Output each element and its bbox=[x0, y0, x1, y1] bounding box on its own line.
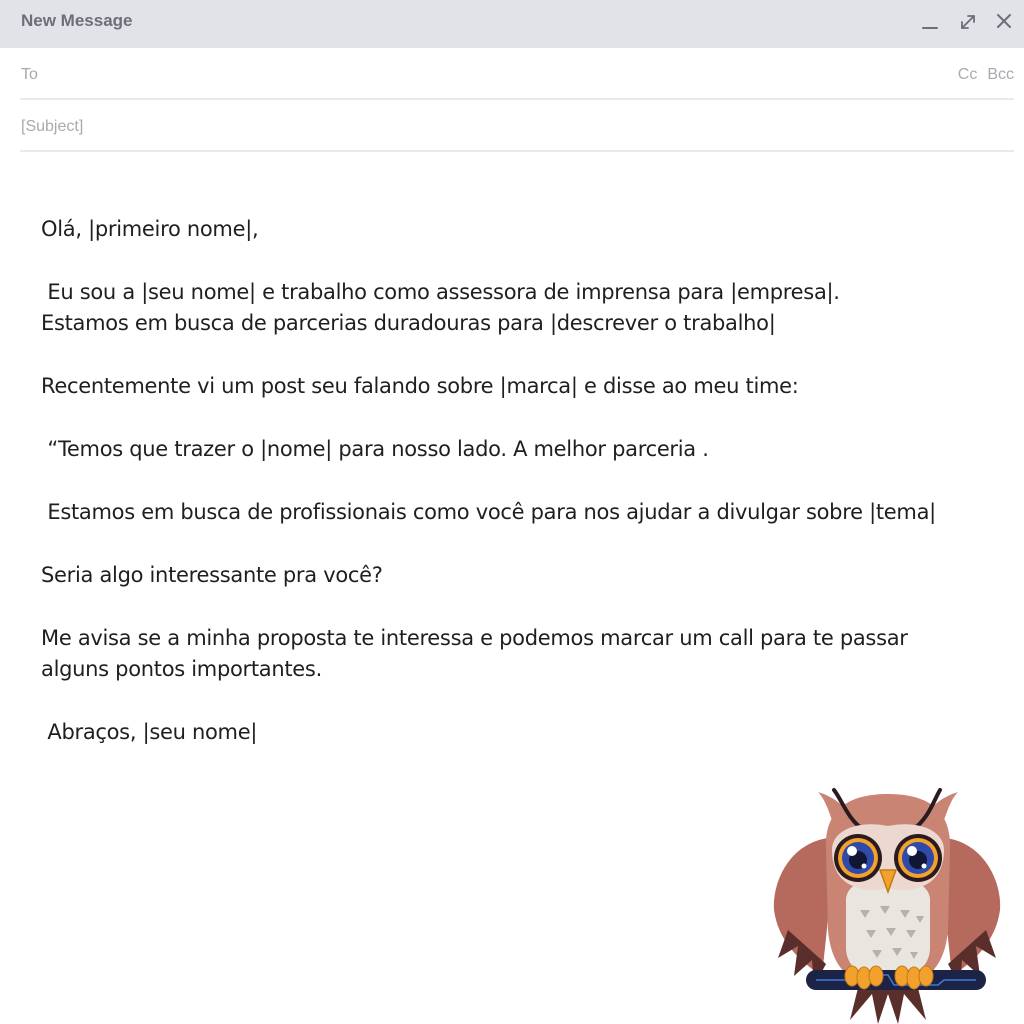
close-button[interactable] bbox=[992, 9, 1018, 35]
post-paragraph: Recentemente vi um post seu falando sobre |marca| e disse ao meu time: bbox=[41, 374, 799, 398]
minimize-button[interactable] bbox=[918, 9, 944, 35]
intro-paragraph bbox=[41, 277, 981, 339]
owl-right-eye bbox=[894, 834, 942, 882]
intro-line-1: Eu sou a |seu nome| e trabalho como assessora de imprensa para |empresa|. bbox=[41, 280, 840, 304]
close-icon bbox=[992, 9, 1018, 35]
intro-line-2: Estamos em busca de parcerias duradouras para |descrever o trabalho| bbox=[41, 311, 776, 335]
call-paragraph bbox=[41, 623, 981, 685]
call-line-2: alguns pontos importantes. bbox=[41, 657, 322, 681]
to-input[interactable] bbox=[60, 60, 924, 90]
to-label: To bbox=[21, 66, 38, 83]
bcc-link[interactable]: Bcc bbox=[987, 66, 1014, 83]
signoff: Abraços, |seu nome| bbox=[41, 720, 258, 744]
question-paragraph: Seria algo interessante pra você? bbox=[41, 563, 383, 587]
greeting: Olá, |primeiro nome|, bbox=[41, 217, 259, 241]
subject-field-row[interactable] bbox=[20, 100, 1014, 152]
message-body[interactable] bbox=[41, 214, 981, 748]
cc-link[interactable]: Cc bbox=[957, 66, 978, 83]
cc-bcc-links bbox=[958, 66, 1014, 84]
quote-paragraph: “Temos que trazer o |nome| para nosso lado. A melhor parceria . bbox=[41, 437, 709, 461]
window-title: New Message bbox=[21, 11, 133, 30]
owl-left-eye bbox=[834, 834, 882, 882]
call-line-1: Me avisa se a minha proposta te interessa e podemos marcar um call para te passar bbox=[41, 626, 908, 650]
to-field-row bbox=[20, 48, 1014, 100]
search-paragraph: Estamos em busca de profissionais como você para nos ajudar a divulgar sobre |tema| bbox=[41, 500, 936, 524]
subject-placeholder[interactable]: [Subject] bbox=[21, 118, 84, 135]
expand-button[interactable] bbox=[955, 9, 981, 35]
expand-icon bbox=[955, 9, 981, 35]
title-bar bbox=[0, 0, 1024, 48]
owl-mascot-illustration bbox=[768, 780, 1008, 1024]
minimize-icon bbox=[918, 9, 944, 35]
